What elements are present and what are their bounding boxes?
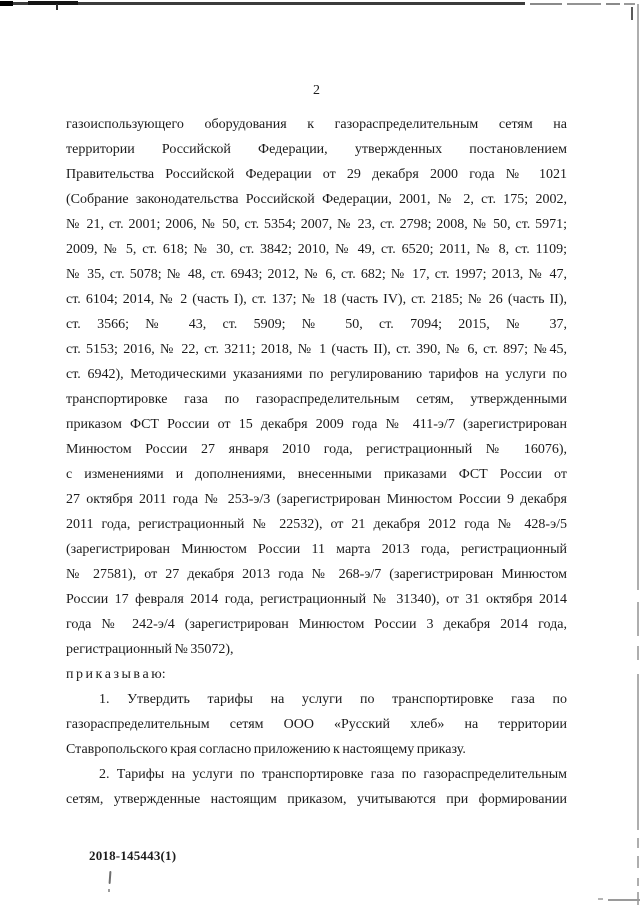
scan-artifact-bottom-right-dash [608,899,640,901]
footer-document-code: 2018-145443(1) [89,848,177,863]
text-line: ст. 5153; 2016, № 22, ст. 3211; 2018, № 1 (часть II), ст. 390, № 6, ст. 897; №45, [66,342,567,357]
scan-artifact-top-line [0,2,525,5]
edge-line-gap [636,636,640,646]
text-line-item-2: 2. Тарифы на услуги по транспортировке газа по газораспределительным [99,767,567,782]
edge-line-gap [636,848,640,856]
scan-artifact-blob [28,1,78,5]
edge-line-gap [636,660,640,674]
edge-line-gap [636,590,640,602]
scan-artifact-top-edge [0,0,640,22]
scan-artifact-tick [56,4,58,10]
text-line: (зарегистрирован Минюстом России 11 марта 2013 года, регистрационный [66,542,567,557]
text-line: 2009, № 5, ст. 618; № 30, ст. 3842; 2010, № 49, ст. 6520; 2011, № 8, ст. 1109; [66,242,567,257]
scan-artifact-right-edge-line [637,4,639,905]
scan-artifact-bottom-right-dash [598,898,603,900]
text-line: № 27581), от 27 декабря 2013 года № 268-э/7 (зарегистрирован Минюстом [66,567,567,582]
text-line: с изменениями и дополнениями, внесенными приказами ФСТ России от [66,467,567,482]
text-line: сетям, утвержденные настоящим приказом, учитываются при формировании [66,792,567,807]
scan-artifact-dash [624,3,635,5]
text-line: 27 октября 2011 года № 253-э/3 (зарегистрирован Минюстом России 9 декабря [66,492,567,507]
text-line: Правительства Российской Федерации от 29 декабря 2000 года № 1021 [66,167,567,182]
scan-artifact-smudge-dot [108,889,110,892]
text-line: регистрационный № 35072), [66,642,234,657]
scan-artifact-dash [530,3,562,5]
scan-artifact-dash [606,3,620,5]
text-line: (Собрание законодательства Российской Федерации, 2001, № 2, ст. 175; 2002, [66,192,567,207]
scan-artifact-blob [0,1,13,6]
text-line: России 17 февраля 2014 года, регистрационный № 31340), от 31 октября 2014 [66,592,567,607]
document-body-text [66,112,567,812]
text-line: газоиспользующего оборудования к газораспределительным сетям на [66,117,567,132]
text-line: Ставропольского края согласно приложению к настоящему приказу. [66,742,466,757]
text-line: ст. 3566; № 43, ст. 5909; № 50, ст. 7094; 2015, № 37, [66,317,567,332]
edge-line-gap [636,830,640,838]
scan-artifact-right-tick [631,7,633,20]
scan-artifact-smudge [109,871,112,884]
text-line: № 35, ст. 5078; № 48, ст. 6943; 2012, № 6, ст. 682; № 17, ст. 1997; 2013, № 47, [66,267,567,282]
text-line: года № 242-э/4 (зарегистрирован Минюстом России 3 декабря 2014 года, [66,617,567,632]
text-line: ст. 6104; 2014, № 2 (часть I), ст. 137; № 18 (часть IV), ст. 2185; № 26 (часть II), [66,292,567,307]
text-line: приказом ФСТ России от 15 декабря 2009 года № 411-э/7 (зарегистрирован [66,417,567,432]
text-line-prikazyvayu: п р и к а з ы в а ю: [66,667,166,682]
text-line: территории Российской Федерации, утвержденных постановлением [66,142,567,157]
text-line: ст. 6942), Методическими указаниями по регулированию тарифов на услуги по [66,367,567,382]
page-number: 2 [313,83,320,98]
text-line-item-1: 1. Утвердить тарифы на услуги по транспортировке газа по [99,692,567,707]
text-line: газораспределительным сетям ООО «Русский хлеб» на территории [66,717,567,732]
text-line: транспортировке газа по газораспределительным сетям, утвержденными [66,392,567,407]
text-line: Минюстом России 27 января 2010 года, регистрационный № 16076), [66,442,567,457]
scan-artifact-dash [567,3,601,5]
edge-line-gap [636,868,640,878]
text-line: № 21, ст. 2001; 2006, № 50, ст. 5354; 2007, № 23, ст. 2798; 2008, № 50, ст. 5971; [66,217,567,232]
edge-line-gap [636,886,640,892]
text-line: 2011 года, регистрационный № 22532), от 21 декабря 2012 года № 428-э/5 [66,517,567,532]
